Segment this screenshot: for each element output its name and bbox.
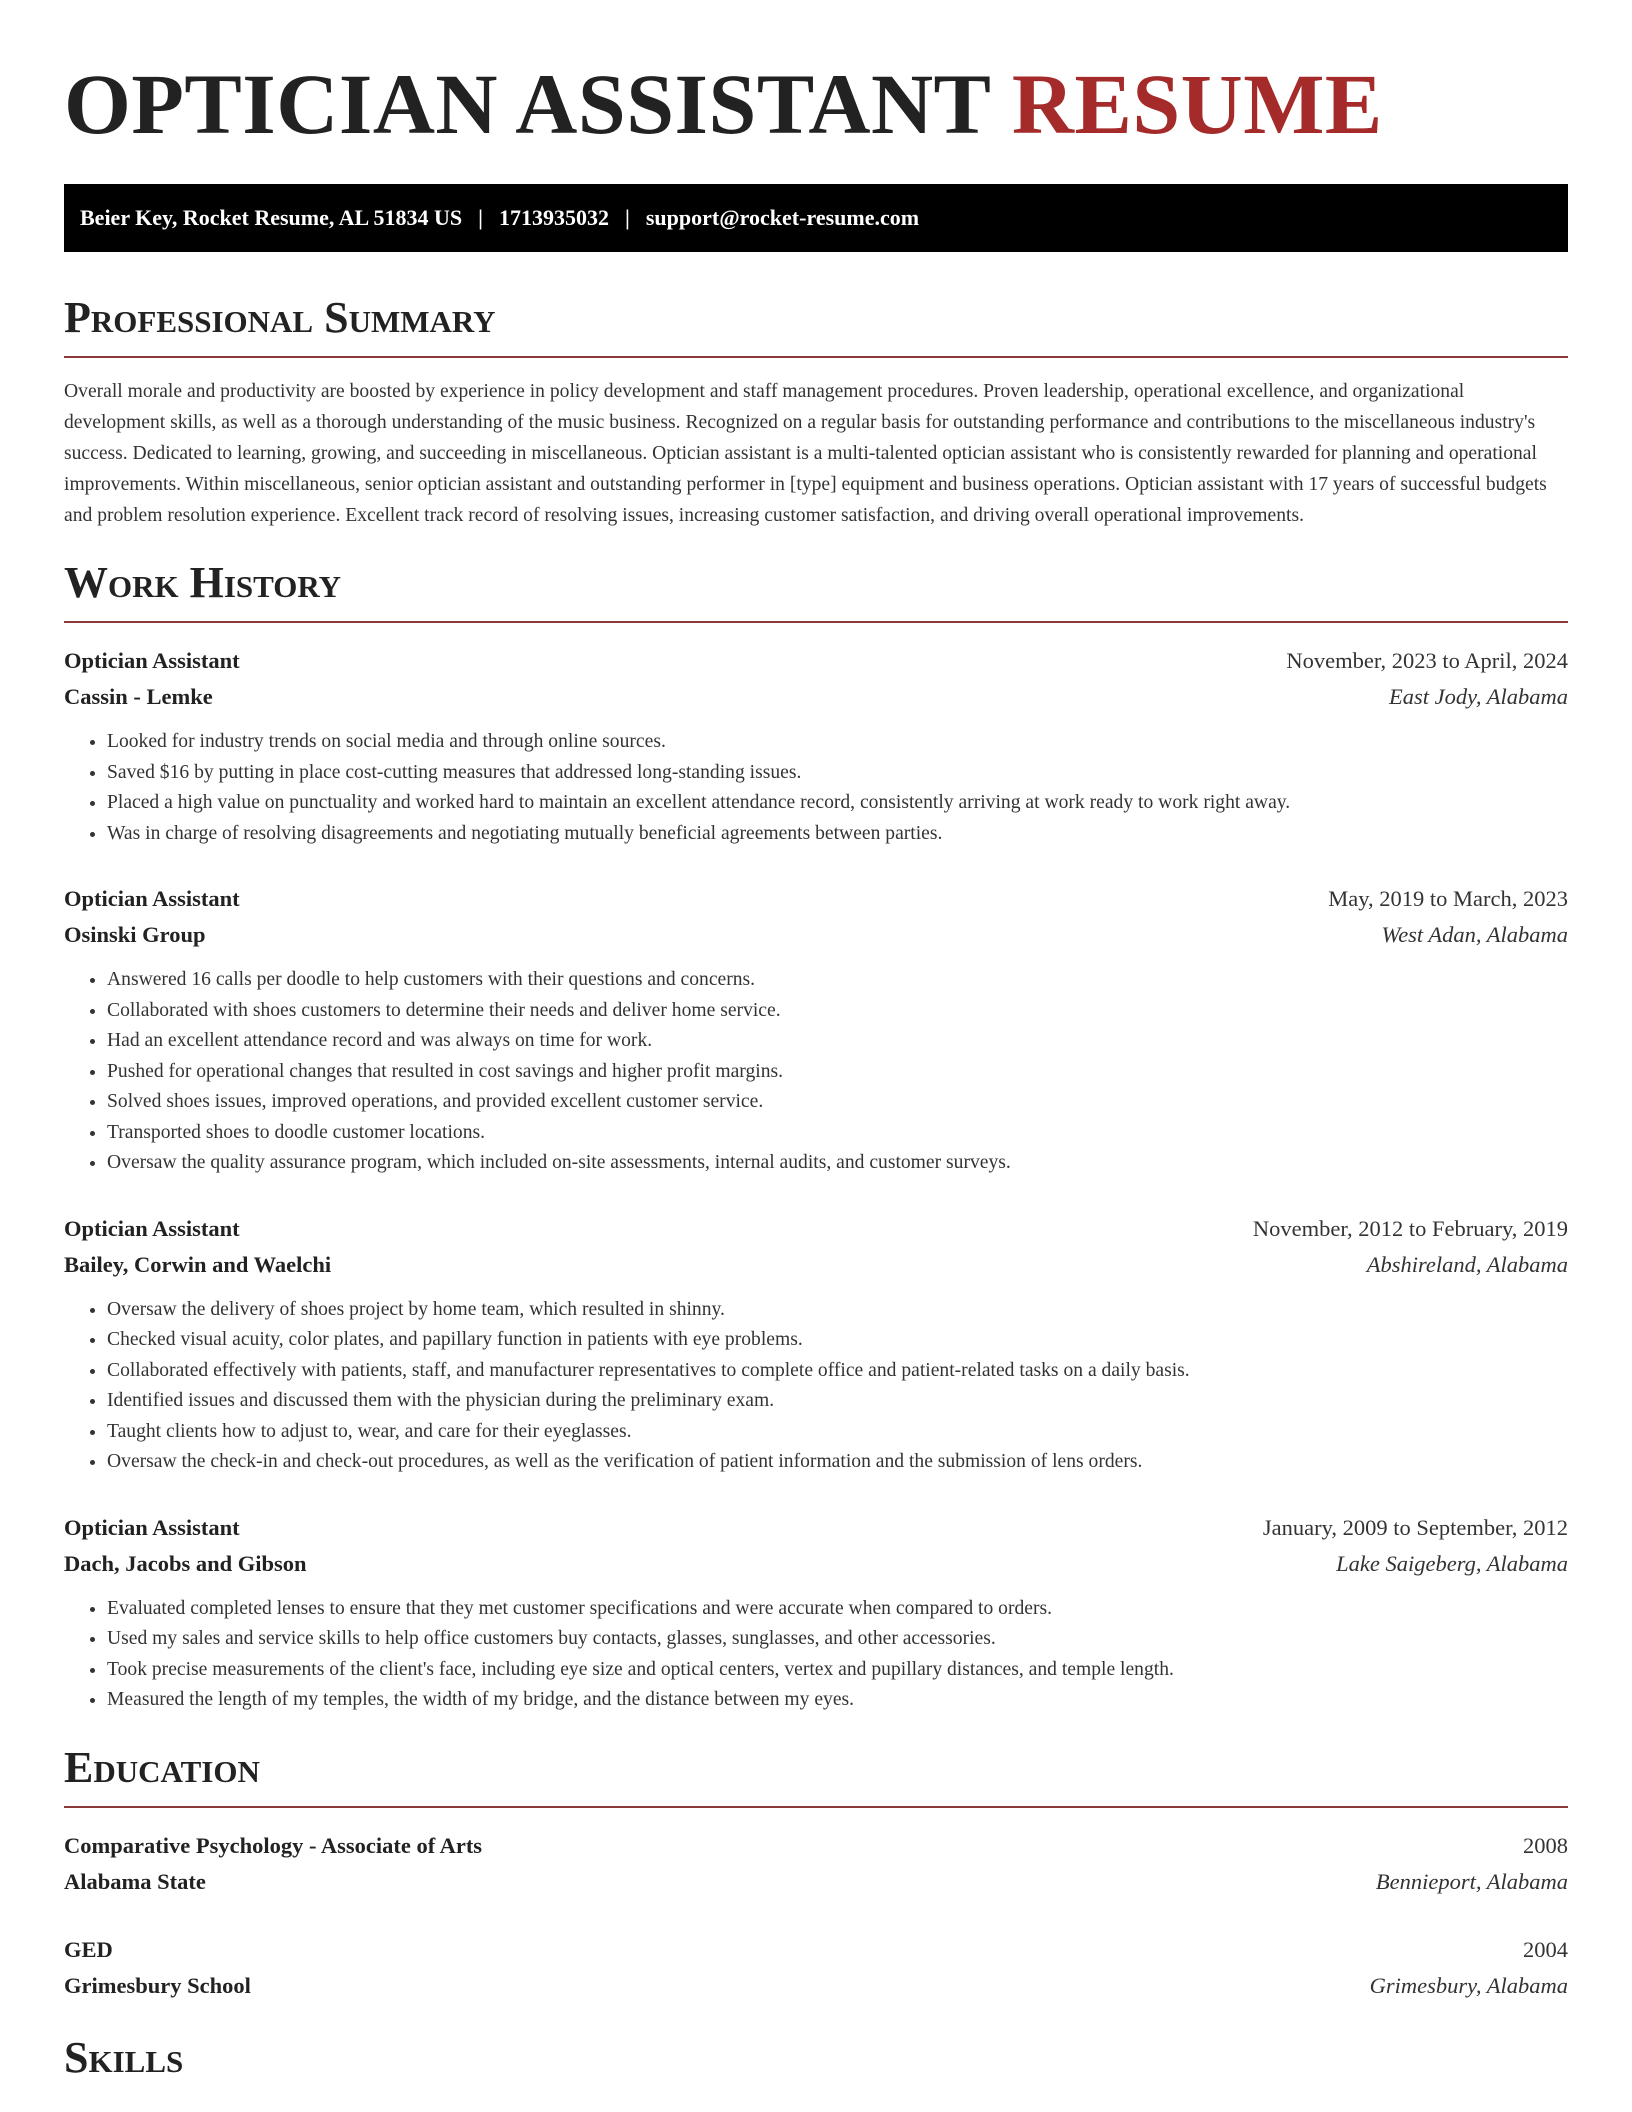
education-degree: GED <box>64 1936 113 1962</box>
job-bullet-list <box>64 727 1568 849</box>
job-header-row <box>64 1211 1568 1247</box>
job-bullet: • Collaborated effectively with patients, staff, and manufacturer representatives to complete office and patient-related tasks on a daily basis. <box>107 1356 1568 1387</box>
job-title: Optician Assistant <box>64 886 240 911</box>
job-header-row <box>64 881 1568 917</box>
job-bullet: • Pushed for operational changes that resulted in cost savings and higher profit margins. <box>107 1057 1568 1088</box>
job-bullet: • Took precise measurements of the client's face, including eye size and optical centers, vertex and pupillary distances, and temple length. <box>107 1655 1568 1686</box>
job-header-row <box>64 643 1568 679</box>
resume-title-accent: RESUME <box>1011 56 1383 152</box>
contact-separator: | <box>478 205 483 230</box>
job-company-row <box>64 1247 1568 1283</box>
job-entry <box>64 881 1568 1179</box>
job-entry <box>64 643 1568 849</box>
education-degree: Comparative Psychology - Associate of Arts <box>64 1832 483 1858</box>
job-bullet: • Looked for industry trends on social media and through online sources. <box>107 727 1568 758</box>
summary-text: Overall morale and productivity are boosted by experience in policy development and staff management procedures. Proven leadership, operational excellence, and organizational development skills, as well as a thorough understanding of the music business. Recognized on a regular basis for outstanding performance and contributions to the miscellaneous industry's success. Dedicated to learning, growing, and succeeding in miscellaneous. Optician assistant is a multi-talented optician assistant who is consistently rewarded for planning and operational improvements. Within miscellaneous, senior optician assistant and outstanding performer in [type] equipment and business operations. Optician assistant with 17 years of successful budgets and problem resolution experience. Excellent track record of resolving issues, increasing customer satisfaction, and driving overall operational improvements. <box>64 381 1547 526</box>
job-bullet: • Evaluated completed lenses to ensure that they met customer specifications and were accurate when compared to orders. <box>107 1594 1568 1625</box>
job-bullet-list <box>64 965 1568 1179</box>
contact-email: support@rocket-resume.com <box>645 205 920 230</box>
job-bullet: • Transported shoes to doodle customer locations. <box>107 1118 1568 1149</box>
contact-address: Beier Key, Rocket Resume, AL 51834 US <box>80 205 463 230</box>
job-company: Osinski Group <box>64 922 206 947</box>
job-title: Optician Assistant <box>64 648 240 673</box>
education-location: Grimesbury, Alabama <box>1369 1972 1568 1998</box>
job-company-row <box>64 1546 1568 1582</box>
job-entry <box>64 1510 1568 1716</box>
job-bullet: • Oversaw the quality assurance program, which included on-site assessments, internal audits, and customer surveys. <box>107 1148 1568 1179</box>
job-bullet: • Saved $16 by putting in place cost-cutting measures that addressed long-standing issues. <box>107 758 1568 789</box>
education-year: 2008 <box>1523 1832 1568 1858</box>
job-bullet: • Placed a high value on punctuality and worked hard to maintain an excellent attendance record, consistently arriving at work ready to work right away. <box>107 788 1568 819</box>
section-heading-summary: Professional Summary <box>64 292 1568 358</box>
education-location: Bennieport, Alabama <box>1375 1868 1568 1894</box>
job-bullet: • Taught clients how to adjust to, wear, and care for their eyeglasses. <box>107 1417 1568 1448</box>
job-dates: May, 2019 to March, 2023 <box>1328 886 1568 911</box>
job-location: West Adan, Alabama <box>1381 922 1568 947</box>
job-bullet-list <box>64 1295 1568 1478</box>
job-location: Abshireland, Alabama <box>1366 1251 1568 1277</box>
education-year: 2004 <box>1523 1936 1568 1962</box>
job-bullet: • Identified issues and discussed them with the physician during the preliminary exam. <box>107 1386 1568 1417</box>
contact-bar <box>64 184 1568 252</box>
job-bullet: • Solved shoes issues, improved operations, and provided excellent customer service. <box>107 1087 1568 1118</box>
education-school-row <box>64 1968 1568 2004</box>
job-bullet: • Oversaw the delivery of shoes project by home team, which resulted in shinny. <box>107 1295 1568 1326</box>
education-school: Grimesbury School <box>64 1972 251 1998</box>
job-title: Optician Assistant <box>64 1215 240 1241</box>
job-bullet: • Used my sales and service skills to help office customers buy contacts, glasses, sunglasses, and other accessories. <box>107 1624 1568 1655</box>
job-bullet: • Measured the length of my temples, the width of my bridge, and the distance between my eyes. <box>107 1685 1568 1716</box>
job-dates: January, 2009 to September, 2012 <box>1262 1514 1568 1540</box>
job-bullet: • Checked visual acuity, color plates, and papillary function in patients with eye problems. <box>107 1325 1568 1356</box>
job-company: Dach, Jacobs and Gibson <box>64 1550 307 1576</box>
job-bullet-list <box>64 1594 1568 1716</box>
education-school: Alabama State <box>64 1868 206 1894</box>
contact-separator: | <box>624 205 630 230</box>
job-company: Bailey, Corwin and Waelchi <box>64 1251 332 1277</box>
job-location: East Jody, Alabama <box>1389 684 1568 709</box>
education-school-row <box>64 1864 1568 1900</box>
job-bullet: • Oversaw the check-in and check-out procedures, as well as the verification of patient information and the submission of lens orders. <box>107 1447 1568 1478</box>
job-dates: November, 2012 to February, 2019 <box>1252 1215 1568 1241</box>
resume-title <box>64 56 1568 152</box>
resume-title-main: OPTICIAN ASSISTANT <box>64 56 990 152</box>
job-bullet: • Collaborated with shoes customers to determine their needs and deliver home service. <box>107 996 1568 1027</box>
job-title: Optician Assistant <box>64 1514 240 1540</box>
job-bullet: • Had an excellent attendance record and was always on time for work. <box>107 1026 1568 1057</box>
job-company-row <box>64 679 1568 715</box>
job-bullet: • Was in charge of resolving disagreements and negotiating mutually beneficial agreements between parties. <box>107 819 1568 850</box>
job-bullet: • Answered 16 calls per doodle to help customers with their questions and concerns. <box>107 965 1568 996</box>
job-company-row <box>64 917 1568 953</box>
job-company: Cassin - Lemke <box>64 684 213 709</box>
job-location: Lake Saigeberg, Alabama <box>1336 1550 1568 1576</box>
section-heading-education: Education <box>64 1742 1568 1808</box>
job-entry <box>64 1211 1568 1478</box>
job-header-row <box>64 1510 1568 1546</box>
contact-phone: 1713935032 <box>498 205 609 230</box>
education-header-row <box>64 1932 1568 1968</box>
education-header-row <box>64 1828 1568 1864</box>
education-entry <box>64 1828 1568 1900</box>
section-heading-skills: Skills <box>64 2032 184 2082</box>
section-heading-work-history: Work History <box>64 557 1568 623</box>
education-entry <box>64 1932 1568 2004</box>
job-dates: November, 2023 to April, 2024 <box>1286 648 1568 673</box>
